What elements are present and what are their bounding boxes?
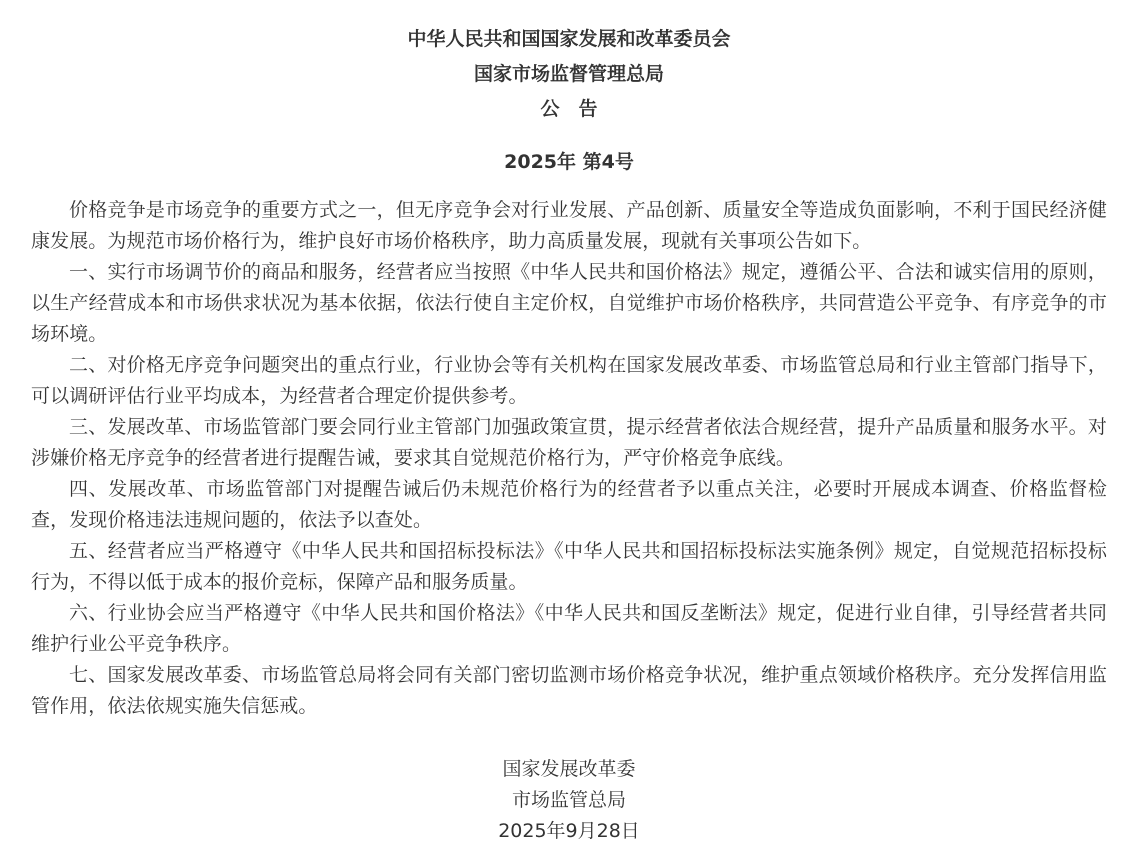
document-type: 公 告 (540, 98, 598, 120)
paragraph-item-2: 二、对价格无序竞争问题突出的重点行业，行业协会等有关机构在国家发展改革委、市场监管总局和行业主管部门指导下，可以调研评估行业平均成本，为经营者合理定价提供参考。 (31, 354, 1107, 407)
paragraph-item-5: 五、经营者应当严格遵守《中华人民共和国招标投标法》《中华人民共和国招标投标法实施条例》规定，自觉规范招标投标行为，不得以低于成本的报价竞标，保障产品和服务质量。 (31, 540, 1107, 593)
document-header (31, 22, 1107, 127)
issue-number: 2025年 第4号 (504, 151, 634, 173)
paragraph-item-4: 四、发展改革、市场监管部门对提醒告诫后仍未规范价格行为的经营者予以重点关注，必要时开展成本调查、价格监督检查，发现价格违法违规问题的，依法予以查处。 (31, 478, 1107, 531)
paragraph-intro: 价格竞争是市场竞争的重要方式之一，但无序竞争会对行业发展、产品创新、质量安全等造成负面影响，不利于国民经济健康发展。为规范市场价格行为，维护良好市场价格秩序，助力高质量发展，现就有关事项公告如下。 (31, 199, 1107, 252)
issuing-org-ndrc: 中华人民共和国国家发展和改革委员会 (407, 28, 731, 50)
announcement-body (31, 195, 1107, 722)
signature-issuer-samr: 市场监管总局 (511, 789, 626, 811)
paragraph-item-7: 七、国家发展改革委、市场监管总局将会同有关部门密切监测市场价格竞争状况，维护重点领域价格秩序。充分发挥信用监管作用，依法依规实施失信惩戒。 (31, 664, 1107, 717)
paragraph-item-1: 一、实行市场调节价的商品和服务，经营者应当按照《中华人民共和国价格法》规定，遵循公平、合法和诚实信用的原则，以生产经营成本和市场供求状况为基本依据，依法行使自主定价权，自觉维护市场价格秩序，共同营造公平竞争、有序竞争的市场环境。 (31, 261, 1107, 345)
issuing-org-samr: 国家市场监督管理总局 (473, 63, 664, 85)
signature-issuer-ndrc: 国家发展改革委 (502, 758, 636, 780)
paragraph-item-6: 六、行业协会应当严格遵守《中华人民共和国价格法》《中华人民共和国反垄断法》规定，促进行业自律，引导经营者共同维护行业公平竞争秩序。 (31, 602, 1107, 655)
signature-block (31, 754, 1107, 847)
paragraph-item-3: 三、发展改革、市场监管部门要会同行业主管部门加强政策宣贯，提示经营者依法合规经营，提升产品质量和服务水平。对涉嫌价格无序竞争的经营者进行提醒告诫，要求其自觉规范价格行为，严守价格竞争底线。 (31, 416, 1107, 469)
signature-date: 2025年9月28日 (498, 820, 640, 842)
